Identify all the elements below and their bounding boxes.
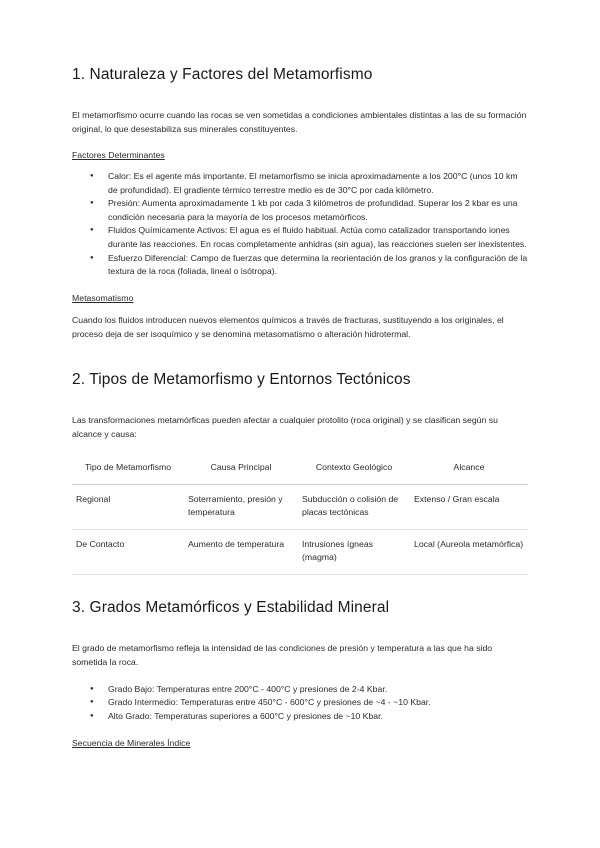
grades-list xyxy=(72,683,528,724)
list-item: ● Grado Bajo: Temperaturas entre 200°C - 400°C y presiones de 2-4 Kbar. xyxy=(108,683,528,697)
table-row xyxy=(72,529,528,574)
list-item: ● Alto Grado: Temperaturas superiores a 600°C y presiones de ~10 Kbar. xyxy=(108,710,528,724)
table-cell: Intrusiones ígneas (magma) xyxy=(302,538,373,562)
table-cell: Soterramiento, presión y temperatura xyxy=(188,493,283,517)
list-item: ● Grado Intermedio: Temperaturas entre 450°C - 600°C y presiones de ~4 - ~10 Kbar. xyxy=(108,696,528,710)
section-3-intro: El grado de metamorfismo refleja la intensidad de las condiciones de presión y temperatura a las que ha sido sometida la roca. xyxy=(72,642,493,667)
section-1-intro: El metamorfismo ocurre cuando las rocas se ven sometidas a condiciones ambientales distintas a las de su formación original, lo que desestabiliza sus minerales constituyentes. xyxy=(72,110,527,134)
section-2-intro: Las transformaciones metamórficas pueden afectar a cualquier protolito (roca original) y se clasifican según su alcance y causa: xyxy=(72,414,498,439)
table-header-row xyxy=(72,455,528,485)
list-item: ● Esfuerzo Diferencial: Campo de fuerzas que determina la reorientación de los granos y la configuración de la textura de la roca (foliada, lineal o isótropa). xyxy=(108,252,528,279)
index-minerals-heading: Secuencia de Minerales Índice xyxy=(72,737,191,748)
list-item: ● Calor: Es el agente más importante. El metamorfismo se inicia aproximadamente a los 200°C (unos 10 km de profundidad). El gradiente térmico terrestre medio es de 30°C por cada kilómetro. xyxy=(108,170,528,197)
column-header: Contexto Geológico xyxy=(315,461,393,472)
table-cell: Extenso / Gran escala xyxy=(414,493,500,504)
table-cell: Local (Aureola metamórfica) xyxy=(414,538,524,549)
section-3-title: 3. Grados Metamórficos y Estabilidad Mineral xyxy=(72,598,390,616)
metasomatism-heading: Metasomatismo xyxy=(72,292,134,303)
table-cell: De Contacto xyxy=(76,538,125,549)
column-header: Tipo de Metamorfismo xyxy=(84,461,172,472)
factors-heading: Factores Determinantes xyxy=(72,150,165,160)
column-header: Causa Principal xyxy=(210,461,272,472)
table-cell: Aumento de temperatura xyxy=(188,538,285,549)
table-cell: Subducción o colisión de placas tectónicas xyxy=(302,493,399,517)
column-header: Alcance xyxy=(453,461,485,472)
metamorphism-types-table xyxy=(72,455,528,575)
table-cell: Regional xyxy=(76,493,111,504)
factors-list xyxy=(72,170,528,279)
list-item: ● Presión: Aumenta aproximadamente 1 kb por cada 3 kilómetros de profundidad. Superar los 2 kbar es una condición necesaria para la mayoría de los procesos metamórficos. xyxy=(108,197,528,224)
list-item: ● Fluidos Químicamente Activos: El agua es el fluido habitual. Actúa como catalizador transportando iones durante las reacciones. En rocas completamente anhidras (sin agua), las reacciones suelen ser inexistentes. xyxy=(108,224,528,251)
section-2-title: 2. Tipos de Metamorfismo y Entornos Tectónicos xyxy=(72,370,411,388)
section-1-title: 1. Naturaleza y Factores del Metamorfismo xyxy=(72,66,373,83)
metasomatism-text: Cuando los fluidos introducen nuevos elementos químicos a través de fracturas, sustituyendo a los originales, el proceso deja de ser isoquímico y se denomina metasomatismo o alteración hidrotermal. xyxy=(72,314,504,339)
table-row xyxy=(72,484,528,529)
